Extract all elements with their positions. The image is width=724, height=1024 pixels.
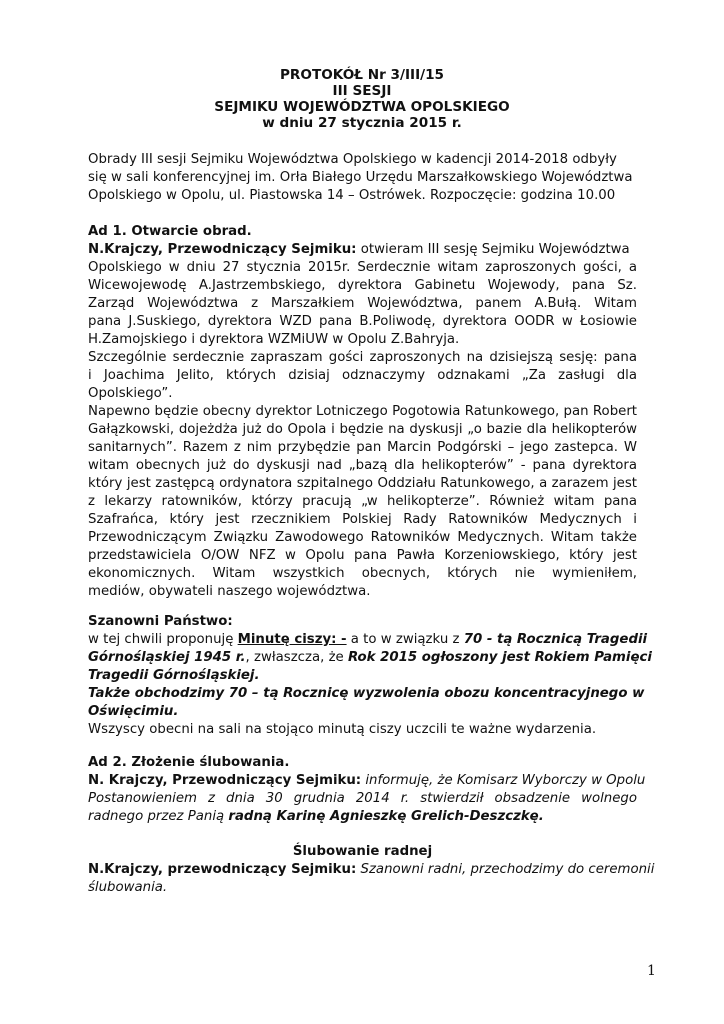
protocol-title: PROTOKÓŁ Nr 3/III/15 — [279, 67, 445, 83]
speech-text: radnego przez Panią — [88, 809, 229, 824]
emphasis-text: Rok 2015 ogłoszony jest Rokiem Pamięci — [347, 650, 652, 665]
paragraph-line — [88, 631, 648, 649]
paragraph-line: Szafrańca, który jest rzecznikiem Polskiej Rady Ratowników Medycznych i — [88, 512, 637, 527]
paragraph-line — [88, 808, 637, 826]
section-heading: Ad 2. Złożenie ślubowania. — [88, 755, 290, 770]
minute-of-silence: Minutę ciszy: - — [237, 632, 347, 647]
paragraph-line: pana J.Suskiego, dyrektora WZD pana B.Poliwodę, dyrektora OODR w Łosiowie — [88, 314, 637, 329]
paragraph-line: który jest zastępcą ordynatora szpitalnego Oddziału Ratunkowego, a zarazem jest — [88, 476, 637, 491]
paragraph-line: Zarząd Województwa z Marszałkiem Województwa, panem A.Bułą. Witam — [88, 296, 637, 311]
emphasis-line: Oświęcimiu. — [88, 704, 179, 719]
session-title: III SESJI — [332, 83, 392, 99]
paragraph-line — [88, 241, 637, 259]
paragraph-line — [88, 649, 652, 667]
paragraph-line: z lekarzy ratowników, którzy pracują „w helikopterze”. Również witam pana — [88, 494, 637, 509]
paragraph-line: ekonomicznych. Witam wszystkich obecnych, których nie wymieniłem, — [88, 566, 637, 581]
section-heading: Ad 1. Otwarcie obrad. — [88, 224, 252, 239]
councillor-name: radną Karinę Agnieszkę Grelich-Deszczkę. — [228, 809, 544, 824]
oath-heading: Ślubowanie radnej — [292, 844, 433, 859]
address-heading: Szanowni Państwo: — [88, 614, 233, 629]
paragraph-line: ślubowania. — [88, 880, 168, 895]
paragraph-line: Wicewojewodę A.Jastrzembskiego, dyrektora Gabinetu Wojewody, pana Sz. — [88, 278, 637, 293]
speaker-name: N.Krajczy, przewodniczący Sejmiku: — [88, 862, 357, 877]
paragraph-line: Gałązkowski, dojeżdża już do Opola i będzie na dyskusji „o bazie dla helikopterów — [88, 422, 637, 437]
paragraph-line: Napewno będzie obecny dyrektor Lotniczego Pogotowia Ratunkowego, pan Robert — [88, 404, 637, 419]
emphasis-text: Górnośląskiej 1945 r. — [88, 650, 246, 665]
text-span: a to w związku z — [346, 632, 464, 647]
assembly-title: SEJMIKU WOJEWÓDZTWA OPOLSKIEGO — [214, 99, 510, 115]
emphasis-line: Tragedii Górnośląskiej. — [88, 668, 260, 683]
paragraph-line: witam obecnych już do dyskusji nad „bazą dla helikopterów” - pana dyrektora — [88, 458, 637, 473]
paragraph-line: mediów, obywateli naszego województwa. — [88, 584, 371, 599]
intro-line: się w sali konferencyjnej im. Orła Białego Urzędu Marszałkowskiego Województwa — [88, 170, 633, 185]
paragraph-line: Postanowieniem z dnia 30 grudnia 2014 r. stwierdził obsadzenie wolnego — [88, 791, 637, 806]
paragraph-line: Wszyscy obecni na sali na stojąco minutą ciszy uczcili te ważne wydarzenia. — [88, 722, 597, 737]
paragraph-line: Opolskiego”. — [88, 386, 173, 401]
intro-line: Obrady III sesji Sejmiku Województwa Opolskiego w kadencji 2014-2018 odbyły — [88, 152, 617, 167]
text-span: , zwłaszcza, że — [245, 650, 348, 665]
speaker-name: N.Krajczy, Przewodniczący Sejmiku: — [88, 242, 357, 257]
paragraph-line: H.Zamojskiego i dyrektora WZMiUW w Opolu Z.Bahryja. — [88, 332, 460, 347]
paragraph-line: sanitarnych”. Razem z nim przybędzie pan Marcin Podgórski – jego zastepca. W — [88, 440, 637, 455]
text-span: w tej chwili proponuję — [88, 632, 238, 647]
paragraph-line — [88, 772, 646, 790]
paragraph-line: i Joachima Jelito, których dzisiaj odznaczymy odznakami „Za zasługi dla — [88, 368, 637, 383]
paragraph-line: przedstawiciela O/OW NFZ w Opolu pana Pawła Korzeniowskiego, który jest — [88, 548, 637, 563]
paragraph-line: Przewodniczącym Związku Zawodowego Ratowników Medycznych. Witam także — [88, 530, 637, 545]
speech-text: Szanowni radni, przechodzimy do ceremonii — [356, 862, 655, 877]
paragraph-line — [88, 861, 655, 879]
emphasis-text: 70 - tą Rocznicą Tragedii — [463, 632, 648, 647]
session-date: w dniu 27 stycznia 2015 r. — [262, 115, 462, 131]
intro-line: Opolskiego w Opolu, ul. Piastowska 14 – Ostrówek. Rozpoczęcie: godzina 10.00 — [88, 188, 616, 203]
speech-text: informuję, że Komisarz Wyborczy w Opolu — [361, 773, 646, 788]
speech-text: otwieram III sesję Sejmiku Województwa — [356, 242, 630, 257]
speaker-name: N. Krajczy, Przewodniczący Sejmiku: — [88, 773, 362, 788]
paragraph-line: Opolskiego w dniu 27 stycznia 2015r. Serdecznie witam zaproszonych gości, a — [88, 260, 637, 275]
page-number: 1 — [647, 963, 656, 979]
paragraph-line: Szczególnie serdecznie zapraszam gości zaproszonych na dzisiejszą sesję: pana — [88, 350, 637, 365]
emphasis-line: Także obchodzimy 70 – tą Rocznicę wyzwolenia obozu koncentracyjnego w — [88, 686, 645, 701]
